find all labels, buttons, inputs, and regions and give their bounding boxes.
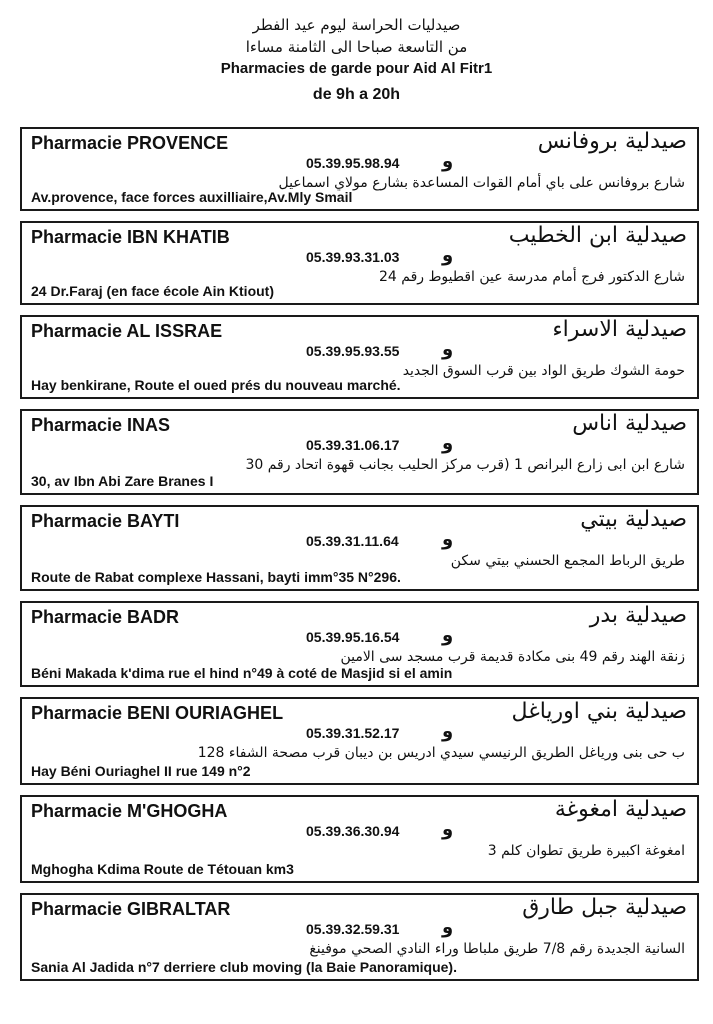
pharmacy-list [20,127,699,991]
pharmacy-phone: 05.39.93.31.03 [306,249,400,265]
pharmacy-arabic-address: شارع بروفانس على باي أمام القوات المساعدة بشارع مولاي اسماعيل [278,175,685,191]
pharmacy-phone: 05.39.32.59.31 [306,921,400,937]
phone-icon: و [442,625,454,645]
document-header [0,0,713,106]
pharmacy-card-beni-ouriaghel [20,697,699,785]
header-arabic-hours: من التاسعة صباحا الى الثامنة مساءا [245,38,468,56]
pharmacy-name: Pharmacie PROVENCE [31,133,229,153]
pharmacy-arabic-address: امغوغة اكبيرة طريق تطوان كلم 3 [487,843,685,859]
pharmacy-arabic-address: السانية الجديدة رقم 7/8 طريق ملباطا وراء النادي الصحي موفينغ [309,941,685,957]
pharmacy-name: Pharmacie BAYTI [31,511,180,531]
header-hours: de 9h a 20h [312,86,401,103]
phone-icon: و [442,245,454,265]
pharmacy-arabic-address: زنقة الهند رقم 49 بنى مكادة قديمة قرب مسجد سى الامين [340,649,685,665]
pharmacy-french-address: Av.provence, face forces auxilliaire,Av.Mly Smail [31,189,353,205]
pharmacy-phone: 05.39.36.30.94 [306,823,400,839]
pharmacy-arabic-address: شارع ابن ابى زارع البرانص 1 (قرب مركز الحليب بجانب قهوة اتحاد رقم 30 [245,457,685,473]
phone-icon: و [442,819,454,839]
pharmacy-phone: 05.39.31.11.64 [306,533,399,549]
pharmacy-arabic-name: صيدلية بدر [589,603,687,628]
pharmacy-arabic-address: شارع الدكتور فرج أمام مدرسة عين اقطيوط رقم 24 [378,269,685,285]
phone-icon: و [442,151,454,171]
pharmacy-arabic-name: صيدلية بني اورياغل [511,699,687,724]
pharmacy-name: Pharmacie BENI OURIAGHEL [31,703,284,723]
phone-icon: و [442,721,454,741]
pharmacy-card-ibn-khatib [20,221,699,305]
pharmacy-card-inas [20,409,699,495]
pharmacy-french-address: Mghogha Kdima Route de Tétouan km3 [31,861,294,877]
pharmacy-arabic-name: صيدلية بروفانس [537,129,687,154]
pharmacy-french-address: 30, av Ibn Abi Zare Branes I [31,473,214,489]
pharmacy-arabic-address: حومة الشوك طريق الواد بين قرب السوق الجديد [402,363,685,379]
pharmacy-card-mghogha [20,795,699,883]
pharmacy-phone: 05.39.95.16.54 [306,629,400,645]
pharmacy-arabic-name: صيدلية الاسراء [552,317,687,342]
pharmacy-card-gibraltar [20,893,699,981]
pharmacy-card-bayti [20,505,699,591]
pharmacy-arabic-address: ب حى بنى ورياغل الطريق الرنيسي سيدي ادريس بن ديبان قرب مصحة الشفاء 128 [197,745,685,761]
phone-icon: و [442,529,454,549]
pharmacy-arabic-address: طريق الرباط المجمع الحسني بيتي سكن [450,553,685,569]
pharmacy-name: Pharmacie M'GHOGHA [31,801,228,821]
phone-icon: و [442,917,454,937]
pharmacy-french-address: Hay benkirane, Route el oued prés du nouveau marché. [31,377,401,393]
pharmacy-phone: 05.39.31.52.17 [306,725,400,741]
pharmacy-arabic-name: صيدلية بيتي [580,507,687,532]
pharmacy-phone: 05.39.95.93.55 [306,343,400,359]
phone-icon: و [442,339,454,359]
pharmacy-french-address: 24 Dr.Faraj (en face école Ain Ktiout) [31,283,274,299]
pharmacy-card-provence [20,127,699,211]
pharmacy-name: Pharmacie GIBRALTAR [31,899,231,919]
pharmacy-french-address: Hay Béni Ouriaghel II rue 149 n°2 [31,763,251,779]
pharmacy-french-address: Béni Makada k'dima rue el hind n°49 à coté de Masjid si el amin [31,665,453,681]
pharmacy-name: Pharmacie INAS [31,415,171,435]
pharmacy-name: Pharmacie AL ISSRAE [31,321,223,341]
pharmacy-card-al-issrae [20,315,699,399]
pharmacy-arabic-name: صيدلية امغوغة [554,797,687,822]
pharmacy-phone: 05.39.95.98.94 [306,155,400,171]
pharmacy-french-address: Sania Al Jadida n°7 derriere club moving (la Baie Panoramique). [31,959,457,975]
pharmacy-name: Pharmacie IBN KHATIB [31,227,230,247]
header-arabic-title: صيدليات الحراسة ليوم عيد الفطر [252,16,461,34]
pharmacy-card-badr [20,601,699,687]
phone-icon: و [442,433,454,453]
header-french-title: Pharmacies de garde pour Aid Al Fitr1 [220,60,493,77]
pharmacy-french-address: Route de Rabat complexe Hassani, bayti imm°35 N°296. [31,569,401,585]
pharmacy-arabic-name: صيدلية اناس [572,411,687,436]
pharmacy-phone: 05.39.31.06.17 [306,437,400,453]
pharmacy-name: Pharmacie BADR [31,607,180,627]
pharmacy-arabic-name: صيدلية ابن الخطيب [508,223,687,248]
pharmacy-arabic-name: صيدلية جبل طارق [522,895,687,920]
